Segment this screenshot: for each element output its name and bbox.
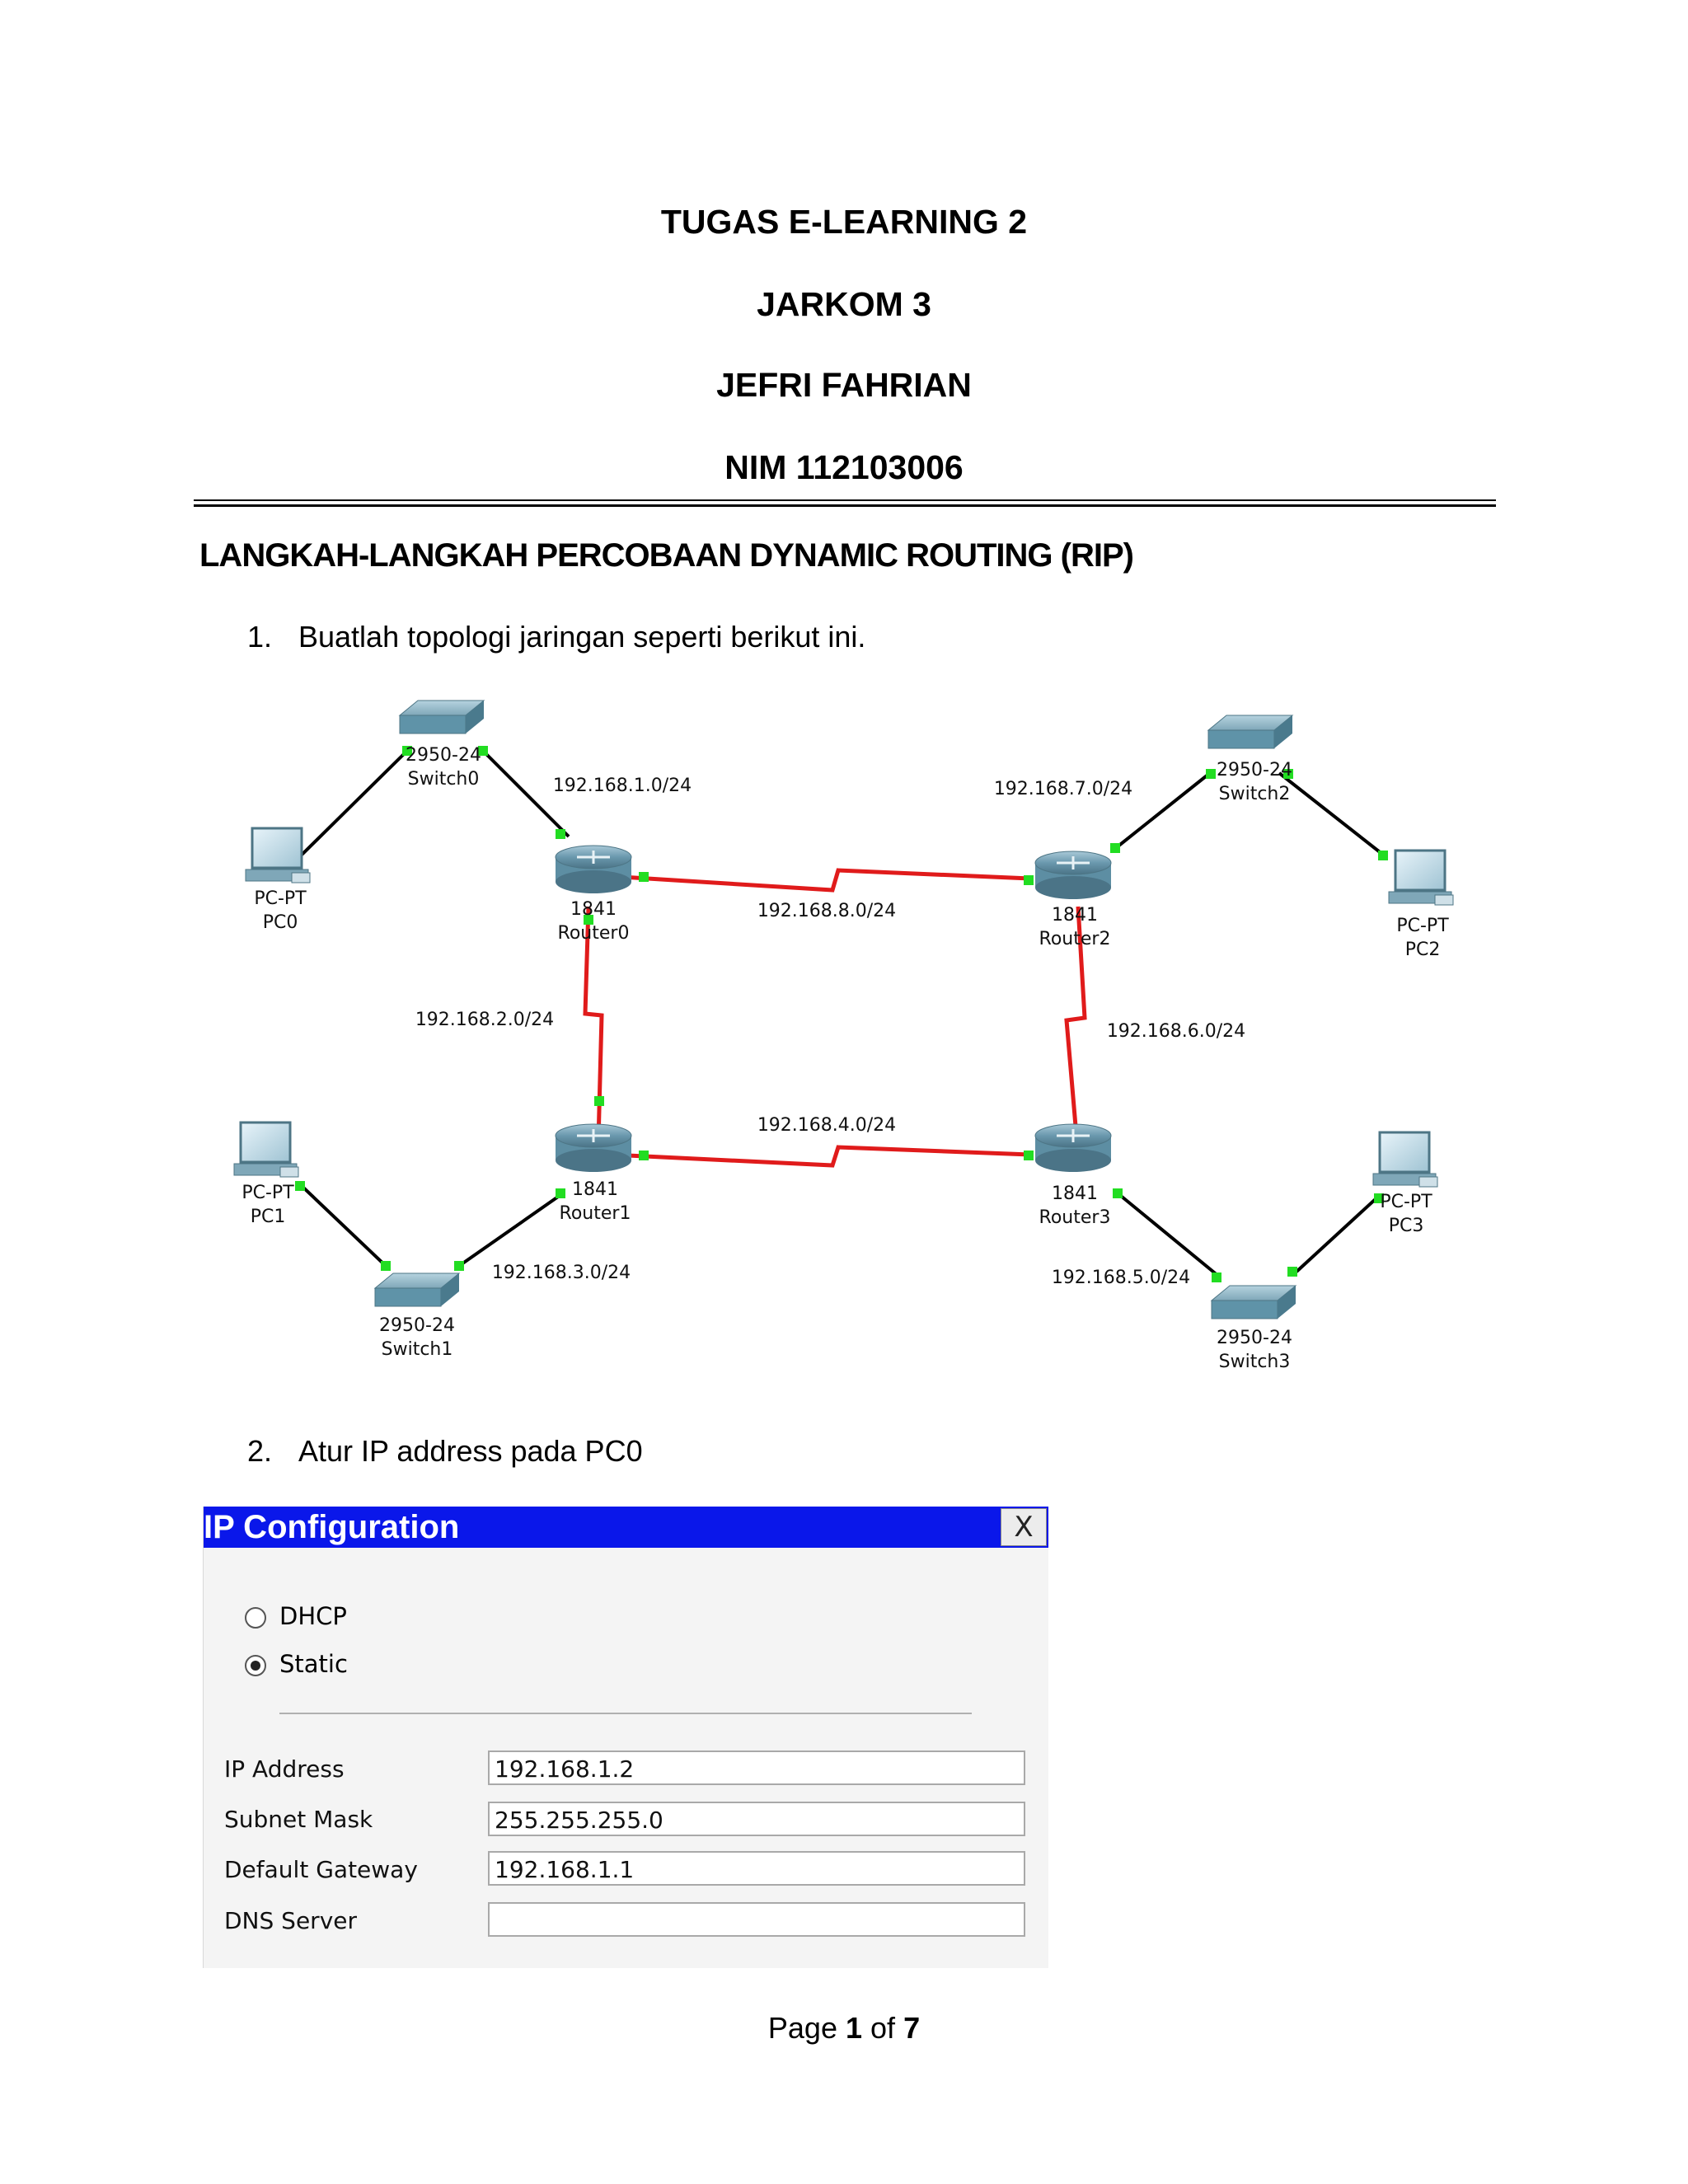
- switch0-icon: [400, 701, 484, 733]
- dns-server-label: DNS Server: [224, 1907, 357, 1934]
- link-switch3-pc3: [1296, 1197, 1378, 1272]
- pc3-icon: [1373, 1132, 1437, 1187]
- static-radio-selected-dot: [251, 1661, 260, 1671]
- router0-icon: [556, 846, 631, 893]
- footer-total-pages: 7: [903, 2011, 921, 2045]
- page-footer: [0, 2011, 1688, 2046]
- pc1-name-label: PC1: [250, 1207, 286, 1227]
- doc-student-id: NIM 112103006: [724, 448, 964, 486]
- switch1-model-label: 2950-24: [379, 1315, 455, 1336]
- doc-title-line-2: JARKOM 3: [757, 285, 931, 323]
- dhcp-label: DHCP: [279, 1602, 347, 1630]
- subnet-mask-label: Subnet Mask: [224, 1806, 373, 1833]
- switch3-model-label: 2950-24: [1217, 1328, 1292, 1348]
- default-gateway-input[interactable]: 192.168.1.1: [488, 1851, 1025, 1886]
- step-2-text: Atur IP address pada PC0: [298, 1434, 643, 1468]
- network-label-192-168-1: 192.168.1.0/24: [552, 776, 692, 796]
- static-radio[interactable]: [245, 1655, 266, 1676]
- switch3-icon: [1212, 1286, 1296, 1319]
- switch0-model-label: 2950-24: [406, 745, 481, 766]
- pc0-icon: [246, 828, 310, 883]
- link-router3-switch3: [1117, 1193, 1218, 1276]
- pc2-icon: [1389, 851, 1453, 905]
- router1-icon: [556, 1124, 631, 1172]
- doc-author-name: JEFRI FAHRIAN: [716, 366, 972, 404]
- router3-name-label: Router3: [1039, 1207, 1111, 1228]
- pc2-model-label: PC-PT: [1396, 916, 1449, 936]
- static-option[interactable]: [245, 1650, 348, 1678]
- network-label-192-168-2: 192.168.2.0/24: [415, 1010, 555, 1030]
- network-label-192-168-4: 192.168.4.0/24: [757, 1115, 897, 1136]
- default-gateway-label: Default Gateway: [224, 1856, 418, 1883]
- network-topology-diagram: [223, 684, 1459, 1393]
- pc0-name-label: PC0: [262, 912, 298, 933]
- switch1-name-label: Switch1: [381, 1339, 453, 1360]
- link-router1-router3: [610, 1147, 1030, 1165]
- router2-name-label: Router2: [1039, 929, 1111, 949]
- router0-name-label: Router0: [557, 923, 630, 944]
- link-pc0-switch0: [287, 750, 408, 869]
- dialog-separator: [279, 1713, 972, 1714]
- step-1-text: Buatlah topologi jaringan seperti berikut ini.: [298, 620, 866, 654]
- router2-icon: [1035, 851, 1111, 899]
- router1-model-label: 1841: [572, 1179, 618, 1200]
- footer-prefix: Page: [767, 2011, 837, 2045]
- link-pc1-switch1: [301, 1185, 386, 1266]
- pc3-name-label: PC3: [1388, 1216, 1424, 1236]
- step-1-number: 1.: [247, 620, 273, 654]
- link-switch1-router1: [459, 1195, 560, 1266]
- link-router0-router2: [607, 870, 1030, 890]
- switch3-name-label: Switch3: [1218, 1352, 1291, 1372]
- switch1-icon: [375, 1273, 459, 1306]
- network-label-192-168-3: 192.168.3.0/24: [491, 1263, 631, 1283]
- section-heading: LANGKAH-LANGKAH PERCOBAAN DYNAMIC ROUTING (RIP): [199, 537, 1133, 574]
- router3-icon: [1035, 1124, 1111, 1172]
- step-2-number: 2.: [247, 1434, 273, 1468]
- ip-configuration-dialog: [203, 1507, 1048, 1968]
- switch2-icon: [1208, 715, 1292, 748]
- step-2: [247, 1434, 643, 1469]
- dhcp-radio[interactable]: [245, 1607, 266, 1629]
- dialog-title: IP Configuration: [204, 1509, 460, 1545]
- link-switch2-pc2: [1279, 773, 1383, 855]
- router3-model-label: 1841: [1052, 1183, 1098, 1204]
- pc0-model-label: PC-PT: [254, 888, 307, 909]
- switch2-name-label: Switch2: [1218, 784, 1291, 804]
- footer-of: of: [870, 2011, 896, 2045]
- network-label-192-168-7: 192.168.7.0/24: [993, 779, 1133, 799]
- router1-name-label: Router1: [559, 1203, 631, 1224]
- header-divider-thick: [194, 504, 1496, 507]
- network-label-192-168-5: 192.168.5.0/24: [1051, 1268, 1191, 1288]
- dialog-titlebar: [204, 1507, 1048, 1548]
- network-label-192-168-8: 192.168.8.0/24: [757, 901, 897, 921]
- pc1-model-label: PC-PT: [241, 1183, 294, 1203]
- step-1: [247, 620, 865, 654]
- static-label: Static: [279, 1650, 348, 1678]
- pc2-name-label: PC2: [1404, 940, 1441, 960]
- network-label-192-168-6: 192.168.6.0/24: [1106, 1021, 1246, 1042]
- doc-title-line-1: TUGAS E-LEARNING 2: [660, 203, 1028, 241]
- footer-current-page: 1: [845, 2011, 863, 2045]
- pc3-model-label: PC-PT: [1380, 1192, 1432, 1212]
- switch2-model-label: 2950-24: [1217, 760, 1292, 780]
- pc1-icon: [234, 1122, 298, 1177]
- subnet-mask-input[interactable]: 255.255.255.0: [488, 1802, 1025, 1836]
- router2-model-label: 1841: [1052, 905, 1098, 926]
- close-button[interactable]: X: [1001, 1508, 1047, 1546]
- dns-server-input[interactable]: [488, 1902, 1025, 1937]
- ip-address-input[interactable]: 192.168.1.2: [488, 1750, 1025, 1785]
- switch0-name-label: Switch0: [407, 769, 480, 790]
- header-divider-thin: [194, 499, 1496, 501]
- ip-address-label: IP Address: [224, 1755, 345, 1783]
- router0-model-label: 1841: [570, 899, 617, 920]
- dhcp-option[interactable]: [245, 1602, 347, 1630]
